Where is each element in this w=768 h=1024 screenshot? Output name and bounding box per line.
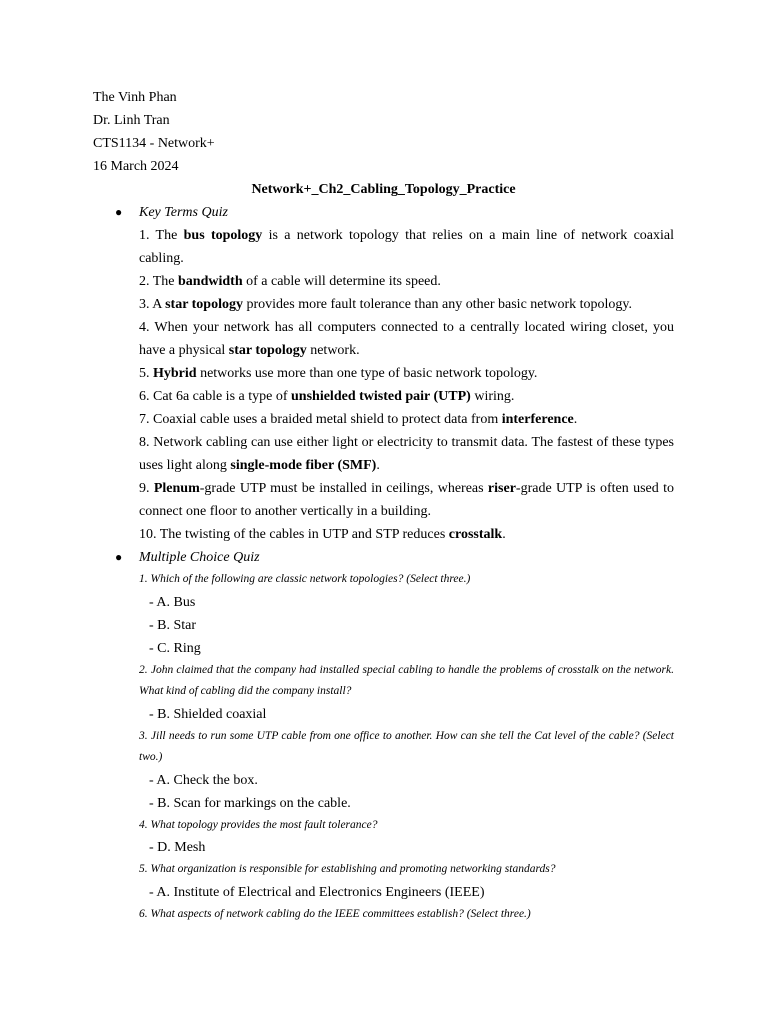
question-text: 3. Jill needs to run some UTP cable from one office to another. How can she tell the Cat level of the cable? (Select two.) — [139, 729, 674, 763]
answer-text: - A. Bus — [149, 594, 196, 610]
key-terms-heading — [93, 201, 674, 224]
key-term-item: 6. Cat 6a cable is a type of unshielded twisted pair (UTP) wiring. — [139, 389, 515, 404]
key-term-item: 5. Hybrid networks use more than one type of basic network topology. — [139, 366, 538, 381]
key-term-item: 1. The bus topology is a network topology that relies on a main line of network coaxial cabling. — [139, 228, 675, 266]
course-name: CTS1134 - Network+ — [93, 136, 215, 151]
instructor-name: Dr. Linh Tran — [93, 113, 170, 128]
key-term-item: 8. Network cabling can use either light or electricity to transmit data. The fastest of these types uses light along single-mode fiber (SMF). — [139, 435, 674, 473]
key-term-item: 3. A star topology provides more fault tolerance than any other basic network topology. — [139, 297, 633, 312]
student-name: The Vinh Phan — [93, 90, 177, 105]
key-term-item: 9. Plenum-grade UTP must be installed in ceilings, whereas riser-grade UTP is often used to connect one floor to another vertically in a building. — [139, 481, 674, 519]
key-term-item: 7. Coaxial cable uses a braided metal shield to protect data from interference. — [139, 412, 578, 427]
answer-text: - D. Mesh — [149, 840, 206, 855]
answer-text: - B. Scan for markings on the cable. — [149, 795, 351, 811]
section-heading-label: Key Terms Quiz — [139, 205, 228, 220]
key-terms-list — [93, 224, 674, 546]
key-term-item: 10. The twisting of the cables in UTP and STP reduces crosstalk. — [139, 527, 506, 542]
document-title: Network+_Ch2_Cabling_Topology_Practice — [251, 182, 516, 197]
section-heading-label: Multiple Choice Quiz — [139, 550, 260, 565]
answer-text: - B. Shielded coaxial — [149, 706, 267, 722]
key-term-item: 4. When your network has all computers connected to a centrally located wiring closet, you have a physical star topology network. — [139, 320, 674, 358]
multiple-choice-list — [93, 569, 674, 925]
question-text: 6. What aspects of network cabling do the IEEE committees establish? (Select three.) — [139, 907, 531, 920]
question-text: 1. Which of the following are classic network topologies? (Select three.) — [139, 573, 471, 585]
question-text: 4. What topology provides the most fault tolerance? — [139, 818, 378, 831]
answer-text: - A. Institute of Electrical and Electronics Engineers (IEEE) — [149, 884, 485, 900]
bullet-icon: ● — [115, 205, 123, 219]
multiple-choice-heading — [93, 546, 674, 569]
question-text: 5. What organization is responsible for establishing and promoting networking standards? — [139, 863, 556, 875]
question-text: 2. John claimed that the company had installed special cabling to handle the problems of crosstalk on the network. What kind of cabling did the company install? — [139, 663, 674, 697]
answer-text: - B. Star — [149, 617, 197, 633]
document-date: 16 March 2024 — [93, 159, 179, 174]
answer-text: - A. Check the box. — [149, 772, 258, 788]
bullet-icon: ● — [115, 550, 123, 564]
answer-text: - C. Ring — [149, 640, 201, 656]
key-term-item: 2. The bandwidth of a cable will determine its speed. — [139, 274, 441, 289]
